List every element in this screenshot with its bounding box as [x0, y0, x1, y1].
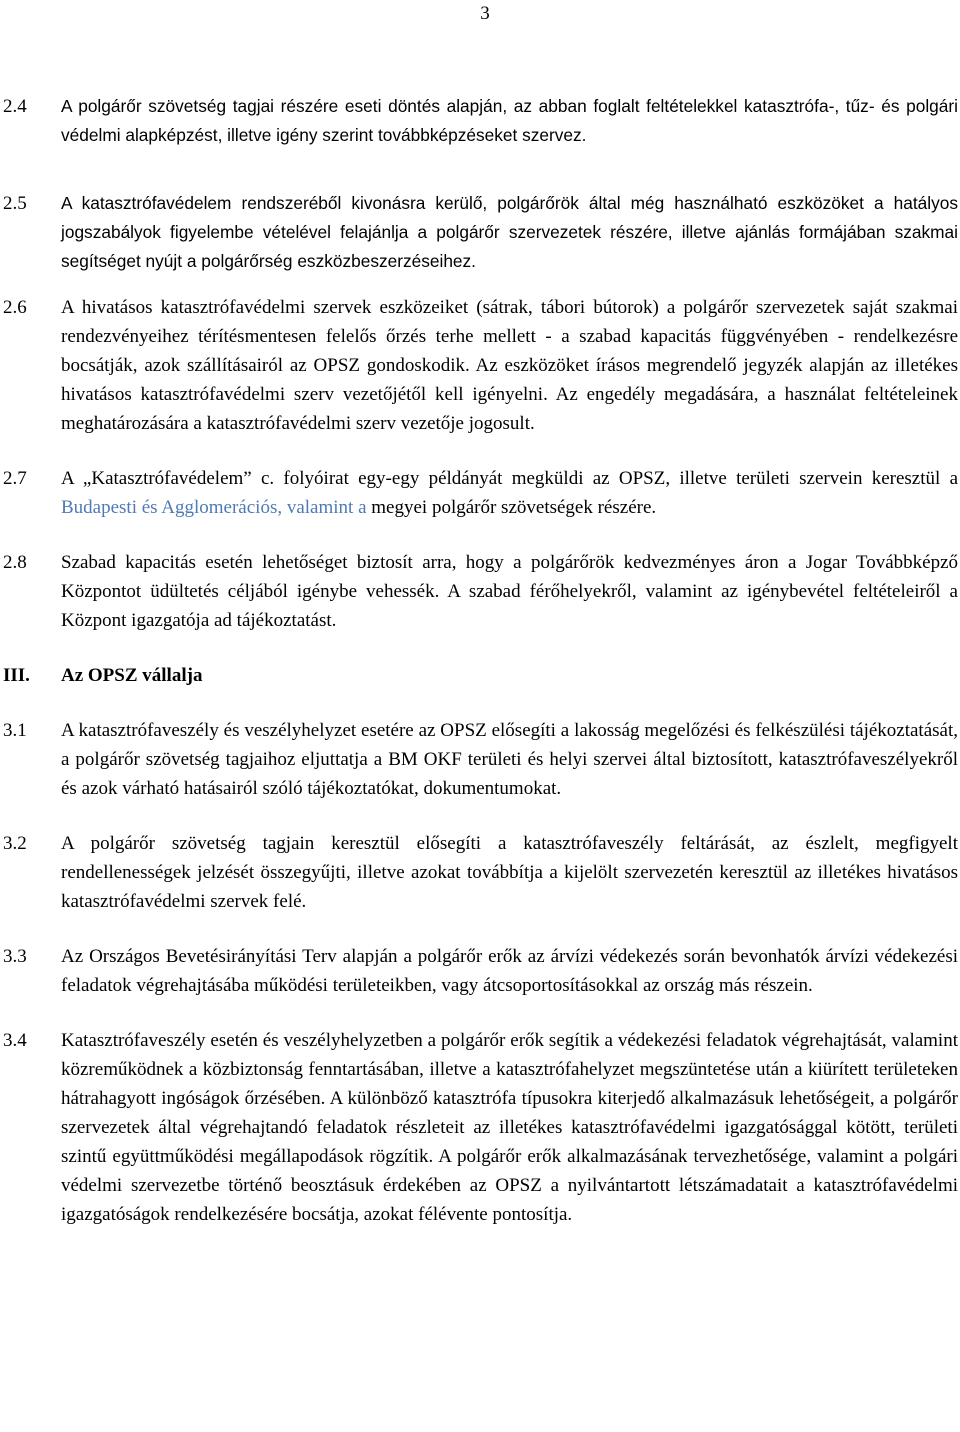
section-text: A katasztrófavédelem rendszeréből kivonásra kerülő, polgárőrök által még használható eszközöket a hatályos jogszabályok figyelembe vételével felajánlja a polgárőr szervezetek részére, illetve ajánlás formájában szakmai segítséget nyújt a polgárőrség eszközbeszerzéseihez.: [61, 193, 958, 271]
section-3-3: [3, 942, 958, 1000]
section-text: A polgárőr szövetség tagjai részére eseti döntés alapján, az abban foglalt feltételekkel katasztrófa-, tűz- és polgári védelmi alapképzést, illetve igény szerint továbbképzéseket szervez.: [61, 96, 958, 145]
section-3-4: [3, 1026, 958, 1229]
section-2-6: [3, 293, 958, 438]
section-3-2: [3, 829, 958, 916]
section-number: 3.2: [3, 833, 27, 854]
section-text: A polgárőr szövetség tagjain keresztül elősegíti a katasztrófaveszély feltárását, az észlelt, megfigyelt rendellenességek jelzését összegyűjti, illetve azokat továbbítja a kijelölt szervezetén keresztül az illetékes hivatásos katasztrófavédelmi szervek felé.: [61, 833, 958, 912]
section-text: Katasztrófaveszély esetén és veszélyhelyzetben a polgárőr erők segítik a védekezési feladatok végrehajtását, valamint közreműködnek a közbiztonság fenntartásában, illetve a katasztrófahelyzet megszüntetése után a kiürített területeken hátrahagyott ingóságok őrzésében. A különböző katasztrófa típusokra kiterjedő alkalmazásuk lehetőségeit, a polgárőr szervezetek által végrehajtandó feladatok részleteit az illetékes katasztrófavédelmi igazgatósággal kötött, területi szintű együttműködési megállapodások rögzítik. A polgárőr erők alkalmazásának tervezhetősége, valamint a polgári védelmi szervezetbe történő beosztásuk érdekében az OPSZ a nyilvántartott létszámadatait a katasztrófavédelmi igazgatóságok rendelkezésére bocsátja, azokat félévente pontosítja.: [61, 1030, 958, 1225]
section-number: 2.4: [3, 96, 27, 117]
section-2-8: [3, 548, 958, 635]
heading-title: Az OPSZ vállalja: [61, 665, 203, 686]
section-number: 2.8: [3, 552, 27, 573]
highlighted-text-link[interactable]: Budapesti és Agglomerációs, valamint a: [61, 497, 367, 518]
section-text: A katasztrófaveszély és veszélyhelyzet esetére az OPSZ elősegíti a lakosság megelőzési és felkészülési tájékoztatását, a polgárőr szövetség tagjaihoz eljuttatja a BM OKF területi és helyi szervei által biztosított, katasztrófaveszélyekről és azok várható hatásairól szóló tájékoztatókat, dokumentumokat.: [61, 720, 958, 799]
section-number: 3.3: [3, 946, 27, 967]
section-text: Az Országos Bevetésirányítási Terv alapján a polgárőr erők az árvízi védekezés során bevonhatók árvízi védekezési feladatok végrehajtásába működési területeikben, vagy átcsoportosításokkal az ország más részein.: [61, 946, 958, 996]
section-text: Szabad kapacitás esetén lehetőséget biztosít arra, hogy a polgárőrök kedvezményes áron a Jogar Továbbképző Központot üdültetés céljából igénybe vehessék. A szabad férőhelyekről, valamint az igénybevétel feltételeiről a Központ igazgatója ad tájékoztatást.: [61, 552, 958, 631]
section-number: 2.7: [3, 468, 27, 489]
section-text-start: A „Katasztrófavédelem” c. folyóirat egy-egy példányát megküldi az OPSZ, illetve területi szervein keresztül a: [61, 468, 958, 489]
section-number: 2.5: [3, 193, 27, 214]
section-number: 3.4: [3, 1030, 27, 1051]
section-text: A hivatásos katasztrófavédelmi szervek eszközeiket (sátrak, tábori bútorok) a polgárőr szervezetek saját szakmai rendezvényeihez térítésmentesen felelős őrzés terhe mellett - a szabad kapacitás függvényében - rendelkezésre bocsátják, azok szállításairól az OPSZ gondoskodik. Az eszközöket írásos megrendelő jegyzék alapján az illetékes hivatásos katasztrófavédelmi szerv vezetőjétől kell igényelni. Az engedély megadására, a használat feltételeinek meghatározására a katasztrófavédelmi szerv vezetője jogosult.: [61, 297, 958, 434]
section-text-end: megyei polgárőr szövetségek részére.: [366, 497, 657, 518]
page-number: 3: [480, 3, 490, 24]
section-3-1: [3, 716, 958, 803]
section-number: 2.6: [3, 297, 27, 318]
section-heading-iii: [3, 661, 958, 690]
section-2-5: [3, 189, 958, 276]
section-number: 3.1: [3, 720, 27, 741]
section-2-7: [3, 464, 958, 522]
heading-number: III.: [3, 665, 30, 686]
section-text: [61, 464, 958, 522]
section-2-4: [3, 92, 958, 150]
document-body: [3, 92, 958, 1255]
